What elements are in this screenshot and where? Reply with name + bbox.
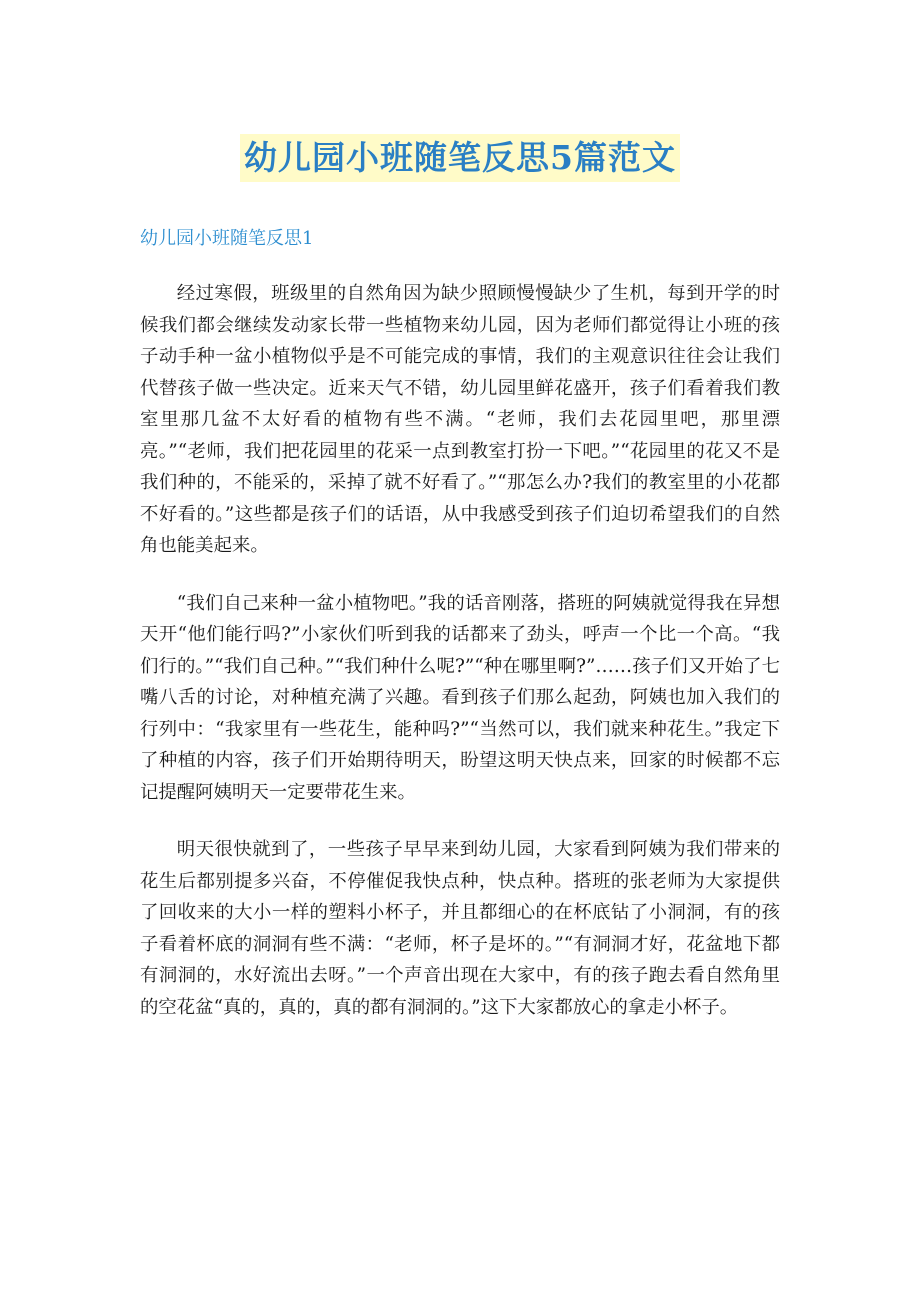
paragraph-2: “我们自己来种一盆小植物吧。”我的话音刚落，搭班的阿姨就觉得我在异想天开“他们能行吗?”小家伙们听到我的话都来了劲头，呼声一个比一个高。“我们行的。”“我们自己种。”“我们种什么呢?”“种在哪里啊?”……孩子们又开始了七嘴八舌的讨论，对种植充满了兴趣。看到孩子们那么起劲，阿姨也加入我们的行列中：“我家里有一些花生，能种吗?”“当然可以，我们就来种花生。”我定下了种植的内容，孩子们开始期待明天，盼望这明天快点来，回家的时候都不忘记提醒阿姨明天一定要带花生来。 [140, 592, 780, 803]
paragraph-1: 经过寒假，班级里的自然角因为缺少照顾慢慢缺少了生机，每到开学的时候我们都会继续发动家长带一些植物来幼儿园，因为老师们都觉得让小班的孩子动手种一盆小植物似乎是不可能完成的事情，我们的主观意识往往会让我们代替孩子做一些决定。近来天气不错，幼儿园里鲜花盛开，孩子们看着我们教室里那几盆不太好看的植物有些不满。“老师，我们去花园里吧，那里漂亮。”“老师，我们把花园里的花采一点到教室打扮一下吧。”“花园里的花又不是我们种的，不能采的，采掉了就不好看了。”“那怎么办?我们的教室里的小花都不好看的。”这些都是孩子们的话语，从中我感受到孩子们迫切希望我们的自然角也能美起来。 [140, 283, 780, 556]
paragraph-3: 明天很快就到了，一些孩子早早来到幼儿园，大家看到阿姨为我们带来的花生后都别提多兴奋，不停催促我快点种，快点种。搭班的张老师为大家提供了回收来的大小一样的塑料小杯子，并且都细心的在杯底钻了小洞洞，有的孩子看着杯底的洞洞有些不满：“老师，杯子是坏的。”“有洞洞才好，花盆地下都有洞洞的，水好流出去呀。”一个声音出现在大家中，有的孩子跑去看自然角里的空花盆“真的，真的，真的都有洞洞的。”这下大家都放心的拿走小杯子。 [140, 839, 780, 1018]
section-heading: 幼儿园小班随笔反思1 [140, 228, 314, 249]
title-wrap [0, 134, 920, 182]
document-body [140, 278, 780, 1049]
document-title: 幼儿园小班随笔反思5篇范文 [240, 134, 680, 182]
